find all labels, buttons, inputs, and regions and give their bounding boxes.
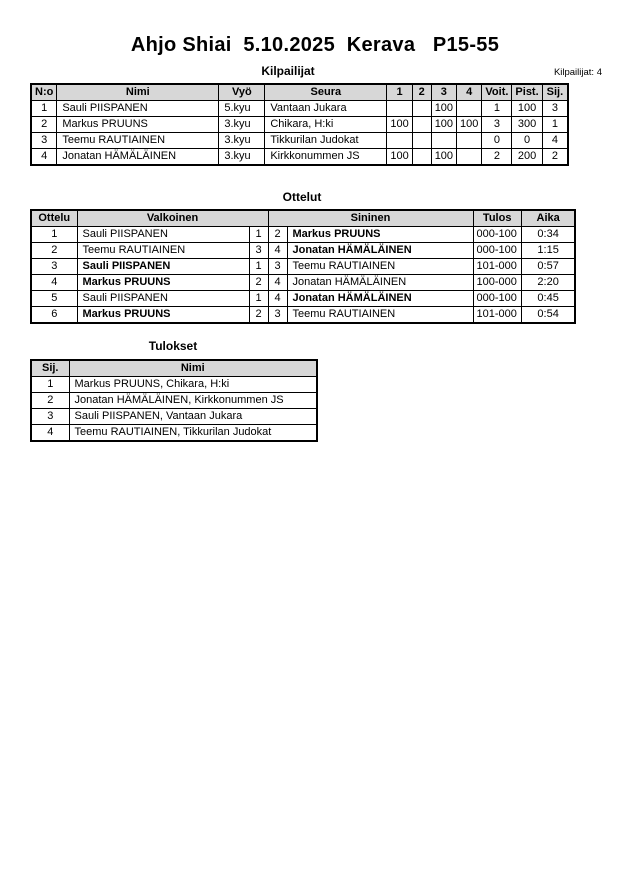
blue-competitor-name: Teemu RAUTIAINEN xyxy=(287,259,473,275)
blue-competitor-name: Jonatan HÄMÄLÄINEN xyxy=(287,291,473,307)
blue-competitor-number: 4 xyxy=(268,291,287,307)
points: 200 xyxy=(512,149,542,166)
ottelut-heading-band xyxy=(0,190,630,205)
score-vs-3 xyxy=(431,133,456,149)
score-vs-2 xyxy=(412,149,431,166)
competitor-name: Sauli PIISPANEN xyxy=(57,101,219,117)
blue-competitor-name: Markus PRUUNS xyxy=(287,227,473,243)
blue-competitor-number: 4 xyxy=(268,243,287,259)
col-header-m3: 3 xyxy=(431,84,456,101)
score-vs-2 xyxy=(412,101,431,117)
score-vs-4 xyxy=(457,101,482,117)
match-time: 0:45 xyxy=(521,291,575,307)
match-row xyxy=(31,291,575,307)
score-vs-3: 100 xyxy=(431,149,456,166)
result-place: 1 xyxy=(31,377,69,393)
white-competitor-number: 1 xyxy=(249,291,268,307)
competitor-club: Tikkurilan Judokat xyxy=(265,133,387,149)
col-header-seura: Seura xyxy=(265,84,387,101)
competitor-club: Kirkkonummen JS xyxy=(265,149,387,166)
match-result: 000-100 xyxy=(473,291,521,307)
score-vs-1 xyxy=(387,133,412,149)
result-row xyxy=(31,377,317,393)
kilpailijat-table-header xyxy=(31,84,568,101)
match-time: 1:15 xyxy=(521,243,575,259)
match-result: 000-100 xyxy=(473,243,521,259)
competitor-belt: 3.kyu xyxy=(219,133,265,149)
competitor-belt: 3.kyu xyxy=(219,149,265,166)
tulokset-table xyxy=(30,359,318,442)
score-vs-3: 100 xyxy=(431,101,456,117)
tulokset-heading-band xyxy=(0,339,630,354)
result-row xyxy=(31,409,317,425)
competitor-name: Teemu RAUTIAINEN xyxy=(57,133,219,149)
header-row xyxy=(31,210,575,227)
score-vs-1: 100 xyxy=(387,117,412,133)
blue-competitor-number: 3 xyxy=(268,307,287,324)
blue-competitor-number: 4 xyxy=(268,275,287,291)
match-number: 5 xyxy=(31,291,77,307)
white-competitor-name: Markus PRUUNS xyxy=(77,275,249,291)
blue-competitor-name: Teemu RAUTIAINEN xyxy=(287,307,473,324)
white-competitor-name: Teemu RAUTIAINEN xyxy=(77,243,249,259)
match-number: 3 xyxy=(31,259,77,275)
match-time: 0:34 xyxy=(521,227,575,243)
competitor-number: 2 xyxy=(31,117,57,133)
ottelut-table xyxy=(30,209,576,324)
match-time: 0:54 xyxy=(521,307,575,324)
result-place: 4 xyxy=(31,425,69,442)
competitor-number: 4 xyxy=(31,149,57,166)
col-header-no: N:o xyxy=(31,84,57,101)
match-result: 101-000 xyxy=(473,259,521,275)
white-competitor-number: 2 xyxy=(249,275,268,291)
col-header-ottelu: Ottelu xyxy=(31,210,77,227)
competitors-count: Kilpailijat: 4 xyxy=(553,67,602,78)
result-name-club: Markus PRUUNS, Chikara, H:ki xyxy=(69,377,317,393)
wins: 3 xyxy=(482,117,512,133)
white-competitor-name: Markus PRUUNS xyxy=(77,307,249,324)
placement: 2 xyxy=(542,149,568,166)
points: 100 xyxy=(512,101,542,117)
competitor-name: Jonatan HÄMÄLÄINEN xyxy=(57,149,219,166)
blue-competitor-name: Jonatan HÄMÄLÄINEN xyxy=(287,275,473,291)
match-row xyxy=(31,243,575,259)
col-header-sij: Sij. xyxy=(542,84,568,101)
competitor-name: Markus PRUUNS xyxy=(57,117,219,133)
match-row xyxy=(31,275,575,291)
col-header-aika: Aika xyxy=(521,210,575,227)
competitor-belt: 3.kyu xyxy=(219,117,265,133)
wins: 2 xyxy=(482,149,512,166)
col-header-vyo: Vyö xyxy=(219,84,265,101)
score-vs-4: 100 xyxy=(457,117,482,133)
result-row xyxy=(31,393,317,409)
match-number: 4 xyxy=(31,275,77,291)
blue-competitor-number: 2 xyxy=(268,227,287,243)
score-vs-2 xyxy=(412,133,431,149)
white-competitor-number: 1 xyxy=(249,227,268,243)
col-header-nimi: Nimi xyxy=(69,360,317,377)
match-row xyxy=(31,227,575,243)
tulokset-table-header xyxy=(31,360,317,377)
points: 0 xyxy=(512,133,542,149)
white-competitor-number: 2 xyxy=(249,307,268,324)
competitor-row xyxy=(31,133,568,149)
kilpailijat-heading: Kilpailijat xyxy=(261,64,315,78)
white-competitor-number: 3 xyxy=(249,243,268,259)
col-header-m1: 1 xyxy=(387,84,412,101)
col-header-pist: Pist. xyxy=(512,84,542,101)
score-vs-3: 100 xyxy=(431,117,456,133)
result-row xyxy=(31,425,317,442)
points: 300 xyxy=(512,117,542,133)
competitor-club: Chikara, H:ki xyxy=(265,117,387,133)
match-time: 0:57 xyxy=(521,259,575,275)
result-place: 2 xyxy=(31,393,69,409)
header-row xyxy=(31,360,317,377)
competitor-number: 3 xyxy=(31,133,57,149)
match-result: 000-100 xyxy=(473,227,521,243)
col-header-nimi: Nimi xyxy=(57,84,219,101)
white-competitor-name: Sauli PIISPANEN xyxy=(77,291,249,307)
competitor-number: 1 xyxy=(31,101,57,117)
ottelut-heading: Ottelut xyxy=(282,190,322,204)
score-vs-4 xyxy=(457,149,482,166)
score-vs-1 xyxy=(387,101,412,117)
score-vs-1: 100 xyxy=(387,149,412,166)
tulokset-heading: Tulokset xyxy=(148,339,198,353)
match-result: 100-000 xyxy=(473,275,521,291)
col-header-valkoinen: Valkoinen xyxy=(77,210,268,227)
match-number: 6 xyxy=(31,307,77,324)
match-number: 2 xyxy=(31,243,77,259)
result-name-club: Sauli PIISPANEN, Vantaan Jukara xyxy=(69,409,317,425)
placement: 1 xyxy=(542,117,568,133)
placement: 3 xyxy=(542,101,568,117)
kilpailijat-table xyxy=(30,83,569,166)
result-place: 3 xyxy=(31,409,69,425)
match-time: 2:20 xyxy=(521,275,575,291)
score-vs-4 xyxy=(457,133,482,149)
ottelut-table-header xyxy=(31,210,575,227)
header-row xyxy=(31,84,568,101)
competitor-row xyxy=(31,149,568,166)
col-header-voit: Voit. xyxy=(482,84,512,101)
col-header-m4: 4 xyxy=(457,84,482,101)
blue-competitor-number: 3 xyxy=(268,259,287,275)
page-title: Ahjo Shiai 5.10.2025 Kerava P15-55 xyxy=(130,34,500,56)
wins: 0 xyxy=(482,133,512,149)
white-competitor-name: Sauli PIISPANEN xyxy=(77,227,249,243)
result-name-club: Jonatan HÄMÄLÄINEN, Kirkkonummen JS xyxy=(69,393,317,409)
kilpailijat-heading-band xyxy=(0,64,630,79)
result-name-club: Teemu RAUTIAINEN, Tikkurilan Judokat xyxy=(69,425,317,442)
blue-competitor-name: Jonatan HÄMÄLÄINEN xyxy=(287,243,473,259)
col-header-sininen: Sininen xyxy=(268,210,473,227)
wins: 1 xyxy=(482,101,512,117)
col-header-m2: 2 xyxy=(412,84,431,101)
competitor-club: Vantaan Jukara xyxy=(265,101,387,117)
match-row xyxy=(31,307,575,324)
match-result: 101-000 xyxy=(473,307,521,324)
white-competitor-number: 1 xyxy=(249,259,268,275)
competitor-belt: 5.kyu xyxy=(219,101,265,117)
score-vs-2 xyxy=(412,117,431,133)
match-row xyxy=(31,259,575,275)
white-competitor-name: Sauli PIISPANEN xyxy=(77,259,249,275)
placement: 4 xyxy=(542,133,568,149)
col-header-sij: Sij. xyxy=(31,360,69,377)
competitor-row xyxy=(31,117,568,133)
match-number: 1 xyxy=(31,227,77,243)
competitor-row xyxy=(31,101,568,117)
col-header-tulos: Tulos xyxy=(473,210,521,227)
